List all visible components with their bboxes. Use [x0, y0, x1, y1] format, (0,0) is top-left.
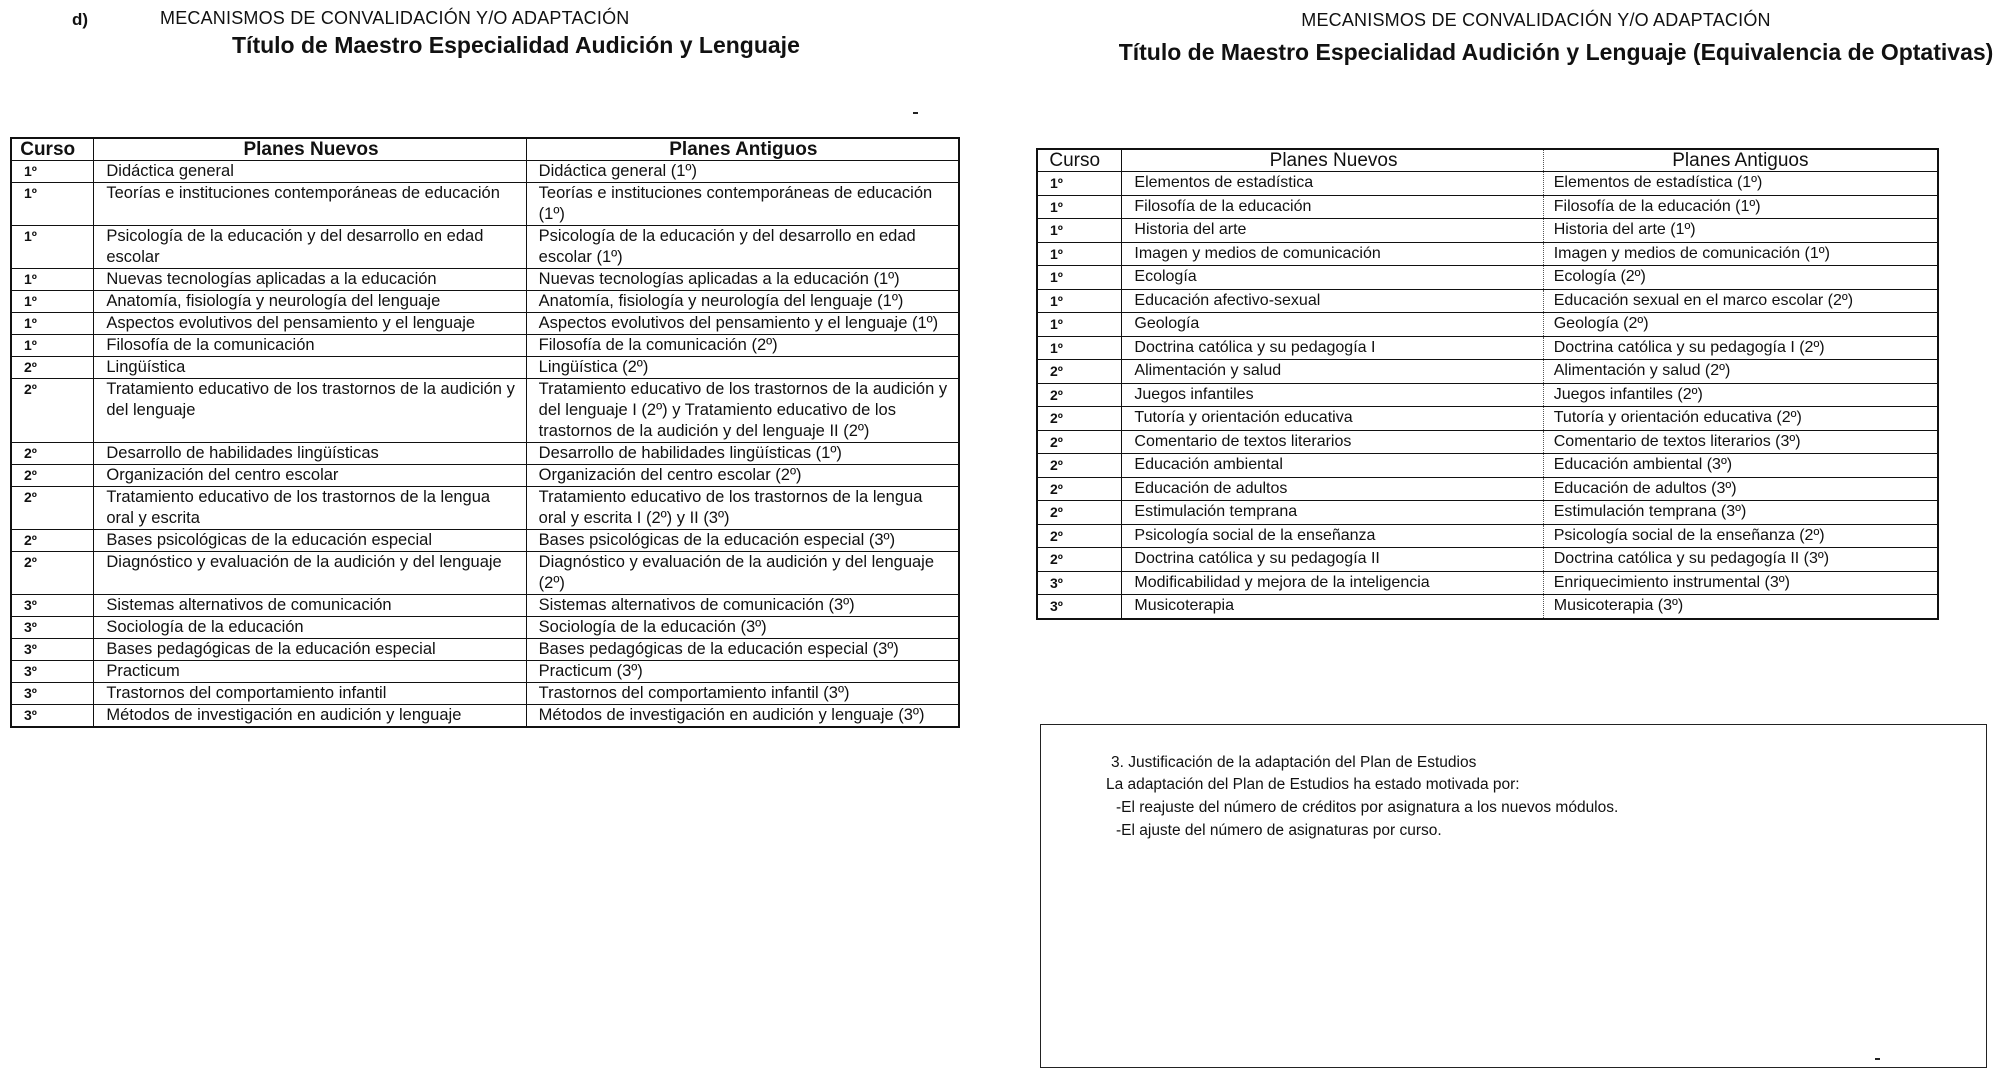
cell-plan-antiguo: Tratamiento educativo de los trastornos de la lengua oral y escrita I (2º) y II (3º)	[526, 487, 959, 530]
cell-plan-antiguo: Educación de adultos (3º)	[1543, 477, 1938, 501]
column-header-planes-nuevos: Planes Nuevos	[1122, 149, 1543, 172]
cell-plan-antiguo: Geología (2º)	[1543, 313, 1938, 337]
table-row	[11, 617, 959, 639]
table-row	[1037, 501, 1938, 525]
cell-plan-antiguo: Imagen y medios de comunicación (1º)	[1543, 242, 1938, 266]
cell-curso: 1º	[1037, 172, 1122, 196]
cell-plan-antiguo: Desarrollo de habilidades lingüísticas (1º)	[526, 443, 959, 465]
cell-curso: 2º	[1037, 524, 1122, 548]
cell-plan-antiguo: Didáctica general (1º)	[526, 161, 959, 183]
cell-plan-antiguo: Psicología de la educación y del desarrollo en edad escolar (1º)	[526, 226, 959, 269]
cell-plan-antiguo: Sistemas alternativos de comunicación (3º)	[526, 595, 959, 617]
table-row	[11, 379, 959, 443]
left-convalidation-table	[10, 137, 960, 728]
left-table-body	[11, 161, 959, 728]
right-title: Título de Maestro Especialidad Audición y Lenguaje (Equivalencia de Optativas)	[1118, 39, 1994, 65]
cell-curso: 3º	[11, 595, 94, 617]
table-row	[11, 226, 959, 269]
cell-plan-antiguo: Estimulación temprana (3º)	[1543, 501, 1938, 525]
table-row	[1037, 336, 1938, 360]
table-header-row	[11, 138, 959, 161]
table-row	[1037, 360, 1938, 384]
cell-plan-nuevo: Alimentación y salud	[1122, 360, 1543, 384]
cell-plan-antiguo: Diagnóstico y evaluación de la audición y del lenguaje (2º)	[526, 552, 959, 595]
cell-plan-antiguo: Doctrina católica y su pedagogía I (2º)	[1543, 336, 1938, 360]
cell-plan-nuevo: Filosofía de la educación	[1122, 195, 1543, 219]
cell-curso: 2º	[1037, 407, 1122, 431]
right-subtitle: MECANISMOS DE CONVALIDACIÓN Y/O ADAPTACIÓN	[1301, 10, 1771, 30]
table-row	[11, 552, 959, 595]
cell-curso: 1º	[11, 161, 94, 183]
table-row	[11, 705, 959, 728]
cell-plan-nuevo: Didáctica general	[94, 161, 526, 183]
cell-curso: 3º	[11, 683, 94, 705]
table-row	[1037, 454, 1938, 478]
cell-curso: 1º	[1037, 242, 1122, 266]
cell-curso: 3º	[11, 705, 94, 728]
cell-plan-antiguo: Filosofía de la educación (1º)	[1543, 195, 1938, 219]
table-row	[11, 443, 959, 465]
cell-plan-antiguo: Practicum (3º)	[526, 661, 959, 683]
right-equivalence-table	[1036, 148, 1939, 620]
cell-plan-antiguo: Métodos de investigación en audición y lenguaje (3º)	[526, 705, 959, 728]
cell-plan-nuevo: Desarrollo de habilidades lingüísticas	[94, 443, 526, 465]
cell-plan-antiguo: Lingüística (2º)	[526, 357, 959, 379]
right-table-body	[1037, 172, 1938, 619]
cell-curso: 1º	[1037, 195, 1122, 219]
cell-plan-nuevo: Sociología de la educación	[94, 617, 526, 639]
table-row	[1037, 430, 1938, 454]
cell-curso: 2º	[11, 487, 94, 530]
cell-plan-nuevo: Practicum	[94, 661, 526, 683]
column-header-planes-antiguos: Planes Antiguos	[1543, 149, 1938, 172]
cell-curso: 1º	[11, 226, 94, 269]
cell-plan-antiguo: Aspectos evolutivos del pensamiento y el lenguaje (1º)	[526, 313, 959, 335]
justification-box	[1040, 724, 1987, 1068]
cell-curso: 2º	[1037, 454, 1122, 478]
justification-intro: La adaptación del Plan de Estudios ha estado motivada por:	[1106, 776, 1520, 793]
cell-plan-antiguo: Ecología (2º)	[1543, 266, 1938, 290]
cell-plan-nuevo: Bases pedagógicas de la educación especial	[94, 639, 526, 661]
cell-plan-nuevo: Educación ambiental	[1122, 454, 1543, 478]
justification-heading: 3. Justificación de la adaptación del Plan de Estudios	[1111, 754, 1477, 771]
cell-curso: 3º	[1037, 571, 1122, 595]
cell-plan-antiguo: Enriquecimiento instrumental (3º)	[1543, 571, 1938, 595]
cell-plan-nuevo: Educación afectivo-sexual	[1122, 289, 1543, 313]
cell-plan-nuevo: Ecología	[1122, 266, 1543, 290]
table-row	[11, 269, 959, 291]
table-row	[1037, 313, 1938, 337]
table-row	[11, 530, 959, 552]
cell-curso: 1º	[11, 313, 94, 335]
cell-plan-antiguo: Juegos infantiles (2º)	[1543, 383, 1938, 407]
cell-curso: 3º	[11, 639, 94, 661]
cell-plan-nuevo: Comentario de textos literarios	[1122, 430, 1543, 454]
cell-curso: 2º	[1037, 501, 1122, 525]
cell-plan-nuevo: Psicología de la educación y del desarrollo en edad escolar	[94, 226, 526, 269]
cell-plan-antiguo: Bases psicológicas de la educación especial (3º)	[526, 530, 959, 552]
table-row	[1037, 289, 1938, 313]
cell-curso: 2º	[1037, 477, 1122, 501]
cell-plan-antiguo: Educación ambiental (3º)	[1543, 454, 1938, 478]
left-subtitle: MECANISMOS DE CONVALIDACIÓN Y/O ADAPTACIÓN	[160, 8, 630, 28]
cell-plan-nuevo: Filosofía de la comunicación	[94, 335, 526, 357]
table-row	[1037, 383, 1938, 407]
cell-plan-antiguo: Filosofía de la comunicación (2º)	[526, 335, 959, 357]
cell-plan-nuevo: Juegos infantiles	[1122, 383, 1543, 407]
scan-speck	[1875, 1058, 1880, 1060]
cell-plan-nuevo: Doctrina católica y su pedagogía II	[1122, 548, 1543, 572]
cell-plan-nuevo: Anatomía, fisiología y neurología del lenguaje	[94, 291, 526, 313]
cell-plan-nuevo: Geología	[1122, 313, 1543, 337]
cell-curso: 3º	[11, 617, 94, 639]
cell-curso: 3º	[11, 661, 94, 683]
table-row	[1037, 172, 1938, 196]
cell-plan-nuevo: Psicología social de la enseñanza	[1122, 524, 1543, 548]
cell-plan-antiguo: Bases pedagógicas de la educación especial (3º)	[526, 639, 959, 661]
cell-plan-nuevo: Historia del arte	[1122, 219, 1543, 243]
cell-curso: 3º	[1037, 595, 1122, 619]
cell-plan-antiguo: Sociología de la educación (3º)	[526, 617, 959, 639]
cell-plan-nuevo: Organización del centro escolar	[94, 465, 526, 487]
cell-plan-antiguo: Doctrina católica y su pedagogía II (3º)	[1543, 548, 1938, 572]
justification-item: -El reajuste del número de créditos por asignatura a los nuevos módulos.	[1116, 799, 1619, 816]
cell-plan-antiguo: Tratamiento educativo de los trastornos de la audición y del lenguaje I (2º) y Tratamiento educativo de los trastornos de la audición y del lenguaje II (2º)	[526, 379, 959, 443]
cell-curso: 2º	[1037, 383, 1122, 407]
table-row	[11, 683, 959, 705]
cell-curso: 2º	[11, 443, 94, 465]
section-letter: d)	[72, 10, 89, 29]
cell-plan-nuevo: Tratamiento educativo de los trastornos de la audición y del lenguaje	[94, 379, 526, 443]
column-header-curso: Curso	[11, 138, 94, 161]
cell-plan-nuevo: Métodos de investigación en audición y lenguaje	[94, 705, 526, 728]
cell-plan-antiguo: Comentario de textos literarios (3º)	[1543, 430, 1938, 454]
cell-curso: 2º	[11, 530, 94, 552]
cell-plan-nuevo: Modificabilidad y mejora de la inteligencia	[1122, 571, 1543, 595]
cell-plan-antiguo: Organización del centro escolar (2º)	[526, 465, 959, 487]
cell-plan-antiguo: Educación sexual en el marco escolar (2º)	[1543, 289, 1938, 313]
cell-plan-antiguo: Elementos de estadística (1º)	[1543, 172, 1938, 196]
table-row	[11, 313, 959, 335]
cell-curso: 1º	[1037, 219, 1122, 243]
cell-plan-antiguo: Alimentación y salud (2º)	[1543, 360, 1938, 384]
table-row	[1037, 524, 1938, 548]
table-row	[11, 595, 959, 617]
cell-plan-nuevo: Tutoría y orientación educativa	[1122, 407, 1543, 431]
cell-plan-nuevo: Teorías e instituciones contemporáneas de educación	[94, 183, 526, 226]
cell-plan-nuevo: Musicoterapia	[1122, 595, 1543, 619]
cell-curso: 1º	[1037, 266, 1122, 290]
cell-plan-antiguo: Anatomía, fisiología y neurología del lenguaje (1º)	[526, 291, 959, 313]
cell-plan-antiguo: Psicología social de la enseñanza (2º)	[1543, 524, 1938, 548]
cell-curso: 1º	[11, 335, 94, 357]
table-row	[1037, 477, 1938, 501]
cell-plan-nuevo: Bases psicológicas de la educación especial	[94, 530, 526, 552]
table-row	[11, 357, 959, 379]
table-row	[11, 465, 959, 487]
column-header-curso: Curso	[1037, 149, 1122, 172]
cell-curso: 1º	[1037, 289, 1122, 313]
cell-curso: 1º	[11, 269, 94, 291]
cell-plan-nuevo: Doctrina católica y su pedagogía I	[1122, 336, 1543, 360]
table-row	[11, 161, 959, 183]
cell-curso: 1º	[1037, 336, 1122, 360]
cell-plan-nuevo: Nuevas tecnologías aplicadas a la educación	[94, 269, 526, 291]
cell-plan-antiguo: Musicoterapia (3º)	[1543, 595, 1938, 619]
cell-plan-nuevo: Lingüística	[94, 357, 526, 379]
table-row	[1037, 266, 1938, 290]
cell-plan-nuevo: Diagnóstico y evaluación de la audición y del lenguaje	[94, 552, 526, 595]
justification-item: -El ajuste del número de asignaturas por curso.	[1116, 822, 1442, 839]
cell-plan-nuevo: Estimulación temprana	[1122, 501, 1543, 525]
table-row	[1037, 219, 1938, 243]
cell-plan-antiguo: Tutoría y orientación educativa (2º)	[1543, 407, 1938, 431]
cell-plan-nuevo: Trastornos del comportamiento infantil	[94, 683, 526, 705]
column-header-planes-antiguos: Planes Antiguos	[526, 138, 959, 161]
left-title: Título de Maestro Especialidad Audición y Lenguaje	[232, 32, 800, 58]
cell-plan-nuevo: Tratamiento educativo de los trastornos de la lengua oral y escrita	[94, 487, 526, 530]
table-header-row	[1037, 149, 1938, 172]
cell-plan-antiguo: Trastornos del comportamiento infantil (3º)	[526, 683, 959, 705]
table-row	[11, 335, 959, 357]
cell-curso: 2º	[11, 465, 94, 487]
table-row	[1037, 571, 1938, 595]
table-row	[11, 639, 959, 661]
cell-curso: 1º	[11, 183, 94, 226]
table-row	[11, 183, 959, 226]
cell-curso: 2º	[1037, 548, 1122, 572]
cell-curso: 2º	[1037, 360, 1122, 384]
cell-plan-antiguo: Nuevas tecnologías aplicadas a la educación (1º)	[526, 269, 959, 291]
cell-curso: 2º	[11, 357, 94, 379]
table-row	[11, 487, 959, 530]
cell-plan-nuevo: Aspectos evolutivos del pensamiento y el lenguaje	[94, 313, 526, 335]
table-row	[11, 661, 959, 683]
cell-plan-nuevo: Sistemas alternativos de comunicación	[94, 595, 526, 617]
cell-curso: 1º	[11, 291, 94, 313]
table-row	[1037, 548, 1938, 572]
column-header-planes-nuevos: Planes Nuevos	[94, 138, 526, 161]
table-row	[1037, 242, 1938, 266]
cell-curso: 2º	[11, 379, 94, 443]
cell-plan-nuevo: Educación de adultos	[1122, 477, 1543, 501]
cell-curso: 2º	[11, 552, 94, 595]
cell-plan-antiguo: Teorías e instituciones contemporáneas de educación (1º)	[526, 183, 959, 226]
scan-speck	[913, 112, 918, 114]
cell-plan-nuevo: Imagen y medios de comunicación	[1122, 242, 1543, 266]
table-row	[1037, 595, 1938, 619]
table-row	[1037, 407, 1938, 431]
table-row	[1037, 195, 1938, 219]
cell-plan-nuevo: Elementos de estadística	[1122, 172, 1543, 196]
cell-curso: 2º	[1037, 430, 1122, 454]
table-row	[11, 291, 959, 313]
cell-curso: 1º	[1037, 313, 1122, 337]
cell-plan-antiguo: Historia del arte (1º)	[1543, 219, 1938, 243]
